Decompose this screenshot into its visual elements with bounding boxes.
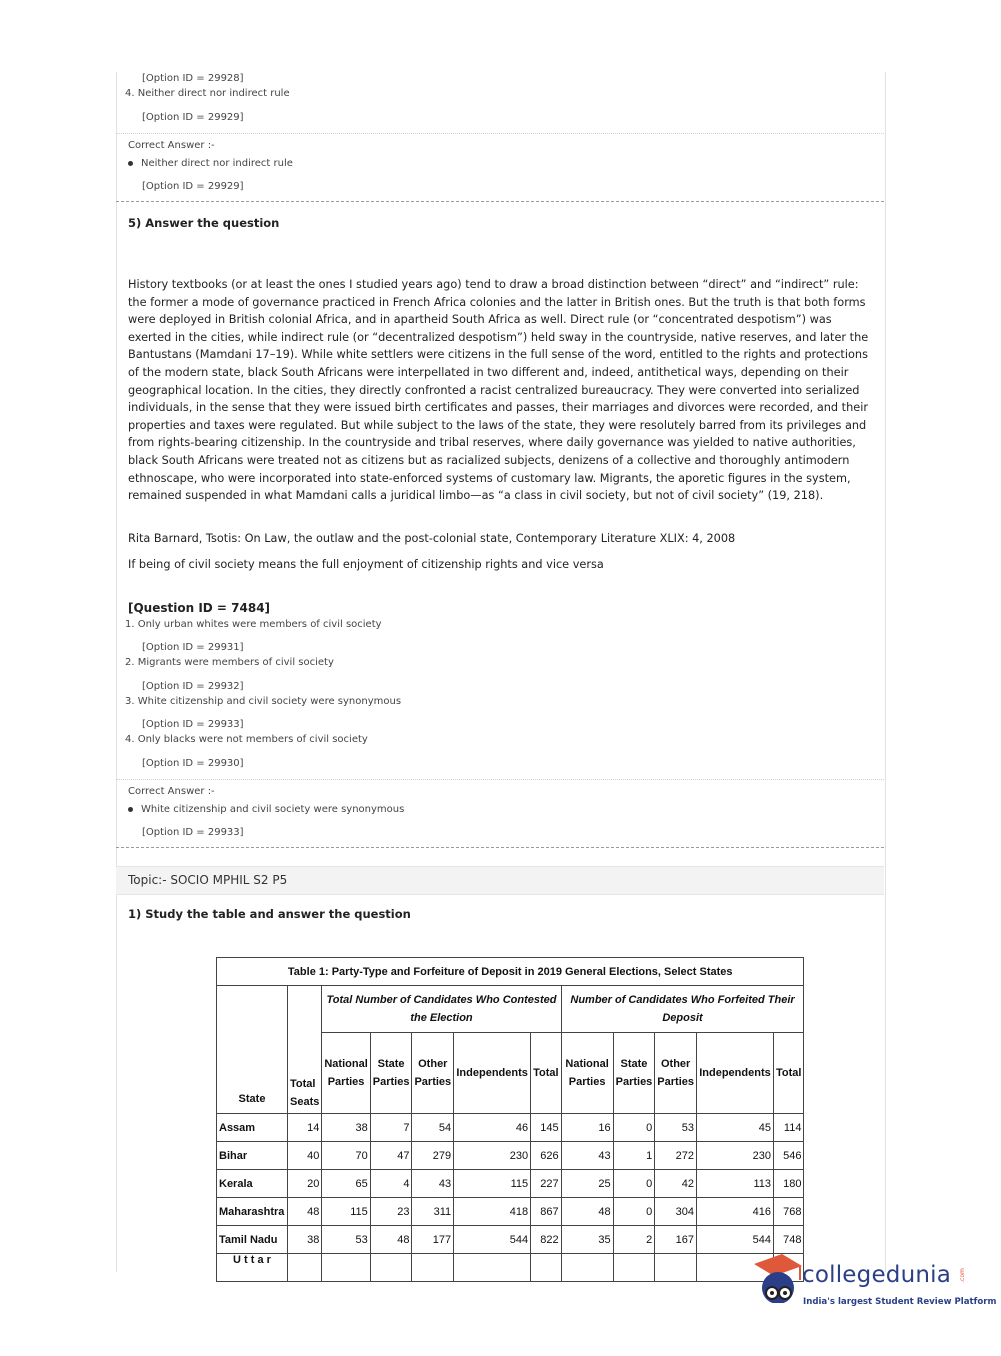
value-cell: 180	[773, 1170, 803, 1198]
value-cell: 45	[696, 1114, 773, 1142]
value-cell: 0	[613, 1170, 655, 1198]
group-header-forfeited: Number of Candidates Who Forfeited Their Deposit	[561, 986, 804, 1033]
value-cell: 145	[531, 1114, 561, 1142]
sub-header: National Parties	[561, 1033, 613, 1114]
state-cell: Tamil Nadu	[217, 1226, 288, 1254]
value-cell: 272	[655, 1142, 697, 1170]
table-row	[217, 1114, 804, 1142]
table-row	[217, 1226, 804, 1254]
correct-answer: White citizenship and civil society were synonymous	[128, 804, 404, 815]
seats-cell: 48	[288, 1198, 322, 1226]
value-cell: 311	[412, 1198, 454, 1226]
question-divider	[116, 847, 884, 848]
correct-option-id: [Option ID = 29933]	[142, 827, 244, 838]
value-cell: 227	[531, 1170, 561, 1198]
question-heading: 5) Answer the question	[128, 216, 280, 230]
bullet-icon	[128, 807, 133, 812]
value-cell: 48	[370, 1226, 412, 1254]
sub-header: Total	[773, 1033, 803, 1114]
state-cell: Kerala	[217, 1170, 288, 1198]
sub-header: Total	[531, 1033, 561, 1114]
value-cell: 304	[655, 1198, 697, 1226]
value-cell: 16	[561, 1114, 613, 1142]
value-cell: 2	[613, 1226, 655, 1254]
value-cell: 768	[773, 1198, 803, 1226]
sub-header: State Parties	[370, 1033, 412, 1114]
question-heading: 1) Study the table and answer the question	[128, 907, 411, 921]
option-id: [Option ID = 29932]	[142, 681, 244, 692]
value-cell: 4	[370, 1170, 412, 1198]
value-cell: 177	[412, 1226, 454, 1254]
value-cell: 113	[696, 1170, 773, 1198]
sub-header: Independents	[696, 1033, 773, 1114]
sub-header: National Parties	[322, 1033, 370, 1114]
value-cell: 70	[322, 1142, 370, 1170]
option-label: 3. White citizenship and civil society were synonymous	[125, 696, 402, 707]
value-cell: 546	[773, 1142, 803, 1170]
value-cell: 167	[655, 1226, 697, 1254]
col-header-total-seats: Total Seats	[288, 986, 322, 1114]
value-cell: 418	[454, 1198, 531, 1226]
seats-cell: 20	[288, 1170, 322, 1198]
question-prompt: If being of civil society means the full enjoyment of citizenship rights and vice versa	[128, 558, 604, 571]
state-cell: Bihar	[217, 1142, 288, 1170]
value-cell: 47	[370, 1142, 412, 1170]
value-cell: 626	[531, 1142, 561, 1170]
topic-title: Topic:- SOCIO MPHIL S2 P5	[128, 873, 288, 887]
value-cell: 748	[773, 1226, 803, 1254]
value-cell: 23	[370, 1198, 412, 1226]
sub-header: Other Parties	[412, 1033, 454, 1114]
group-header-contested: Total Number of Candidates Who Contested the Election	[322, 986, 561, 1033]
value-cell: 0	[613, 1114, 655, 1142]
option-id: [Option ID = 29928]	[142, 73, 244, 84]
correct-answer: Neither direct nor indirect rule	[128, 158, 293, 169]
table-caption: Table 1: Party-Type and Forfeiture of Deposit in 2019 General Elections, Select States	[217, 958, 804, 986]
option-id: [Option ID = 29931]	[142, 642, 244, 653]
value-cell: 65	[322, 1170, 370, 1198]
option-label: 1. Only urban whites were members of civil society	[125, 619, 382, 630]
option-label: 4. Only blacks were not members of civil society	[125, 734, 368, 745]
value-cell: 230	[454, 1142, 531, 1170]
value-cell: 46	[454, 1114, 531, 1142]
value-cell: 43	[412, 1170, 454, 1198]
value-cell: 114	[773, 1114, 803, 1142]
table-row-partial	[217, 1254, 804, 1282]
brand-name: collegedunia	[802, 1262, 952, 1288]
value-cell: 416	[696, 1198, 773, 1226]
value-cell: 38	[322, 1114, 370, 1142]
state-cell: Maharashtra	[217, 1198, 288, 1226]
value-cell: 7	[370, 1114, 412, 1142]
brand-domain: .com	[958, 1268, 966, 1283]
correct-option-id: [Option ID = 29929]	[142, 181, 244, 192]
value-cell: 115	[322, 1198, 370, 1226]
sub-header: State Parties	[613, 1033, 655, 1114]
value-cell: 25	[561, 1170, 613, 1198]
value-cell: 42	[655, 1170, 697, 1198]
table-row	[217, 1142, 804, 1170]
separator	[116, 133, 884, 134]
value-cell: 230	[696, 1142, 773, 1170]
topic-bar	[116, 866, 884, 895]
value-cell: 1	[613, 1142, 655, 1170]
bullet-icon	[128, 161, 133, 166]
value-cell: 53	[655, 1114, 697, 1142]
brand-tagline: India's largest Student Review Platform	[803, 1297, 997, 1307]
sub-header: Independents	[454, 1033, 531, 1114]
passage-citation: Rita Barnard, Tsotis: On Law, the outlaw and the post-colonial state, Contemporary Literature XLIX: 4, 2008	[128, 532, 736, 545]
question-id: [Question ID = 7484]	[128, 601, 271, 615]
value-cell: 53	[322, 1226, 370, 1254]
value-cell: 867	[531, 1198, 561, 1226]
option-label: 2. Migrants were members of civil society	[125, 657, 334, 668]
seats-cell: 14	[288, 1114, 322, 1142]
table-row	[217, 1170, 804, 1198]
option-id: [Option ID = 29933]	[142, 719, 244, 730]
seats-cell: 38	[288, 1226, 322, 1254]
election-table	[216, 957, 804, 1282]
value-cell: 48	[561, 1198, 613, 1226]
col-header-state: State	[217, 986, 288, 1114]
separator	[116, 779, 884, 780]
question-divider	[116, 201, 884, 202]
value-cell: 0	[613, 1198, 655, 1226]
table-row	[217, 1198, 804, 1226]
passage-text: History textbooks (or at least the ones I studied years ago) tend to draw a broad distinction between “direct” and “indirect” rule: the former a mode of governance practiced in French Africa colonies and the latter in British ones. But the truth is that both forms were deployed in British colonial Africa, and in apartheid South Africa as well. Direct rule (or “concentrated despotism”) was exerted in the cities, while indirect rule (or “decentralized despotism”) held sway in the countryside, native reserves, and later the Bantustans (Mamdani 17–19). While white settlers were citizens in the full sense of the word, entitled to the rights and protections of the modern state, black South Africans were interpellated in two different and, indeed, antithetical ways, depending on their geographical location. In the cities, they directly confronted a racist centralized bureaucracy. They were converted into serialized individuals, in the sense that they were issued birth certificates and passes, their marriages and divorces were recorded, and their properties and taxes were regulated. But while subject to the laws of the state, they were resolutely barred from its privileges and from rights-bearing citizenship. In the countryside and tribal reserves, where daily governance was yielded to native authorities, black South Africans were treated not as citizens but as racialized subjects, denizens of a collective and thoroughly antimodern ethnoscape, who were incorporated into state-enforced systems of customary law. Migrants, the aporetic figures in the system, remained suspended in what Mamdani calls a juridical limbo—as “a class in civil society, but not of civil society” (19, 218).	[128, 278, 869, 503]
value-cell: 279	[412, 1142, 454, 1170]
value-cell: 115	[454, 1170, 531, 1198]
value-cell: 43	[561, 1142, 613, 1170]
value-cell: 54	[412, 1114, 454, 1142]
value-cell: 822	[531, 1226, 561, 1254]
correct-answer-heading: Correct Answer :-	[128, 786, 215, 797]
option-id: [Option ID = 29929]	[142, 112, 244, 123]
correct-answer-heading: Correct Answer :-	[128, 140, 215, 151]
state-cell: Assam	[217, 1114, 288, 1142]
value-cell: 544	[696, 1226, 773, 1254]
value-cell: 35	[561, 1226, 613, 1254]
value-cell: 544	[454, 1226, 531, 1254]
state-cell: U t t a r	[217, 1254, 288, 1282]
seats-cell: 40	[288, 1142, 322, 1170]
option-id: [Option ID = 29930]	[142, 758, 244, 769]
sub-header: Other Parties	[655, 1033, 697, 1114]
option-label: 4. Neither direct nor indirect rule	[125, 88, 290, 99]
